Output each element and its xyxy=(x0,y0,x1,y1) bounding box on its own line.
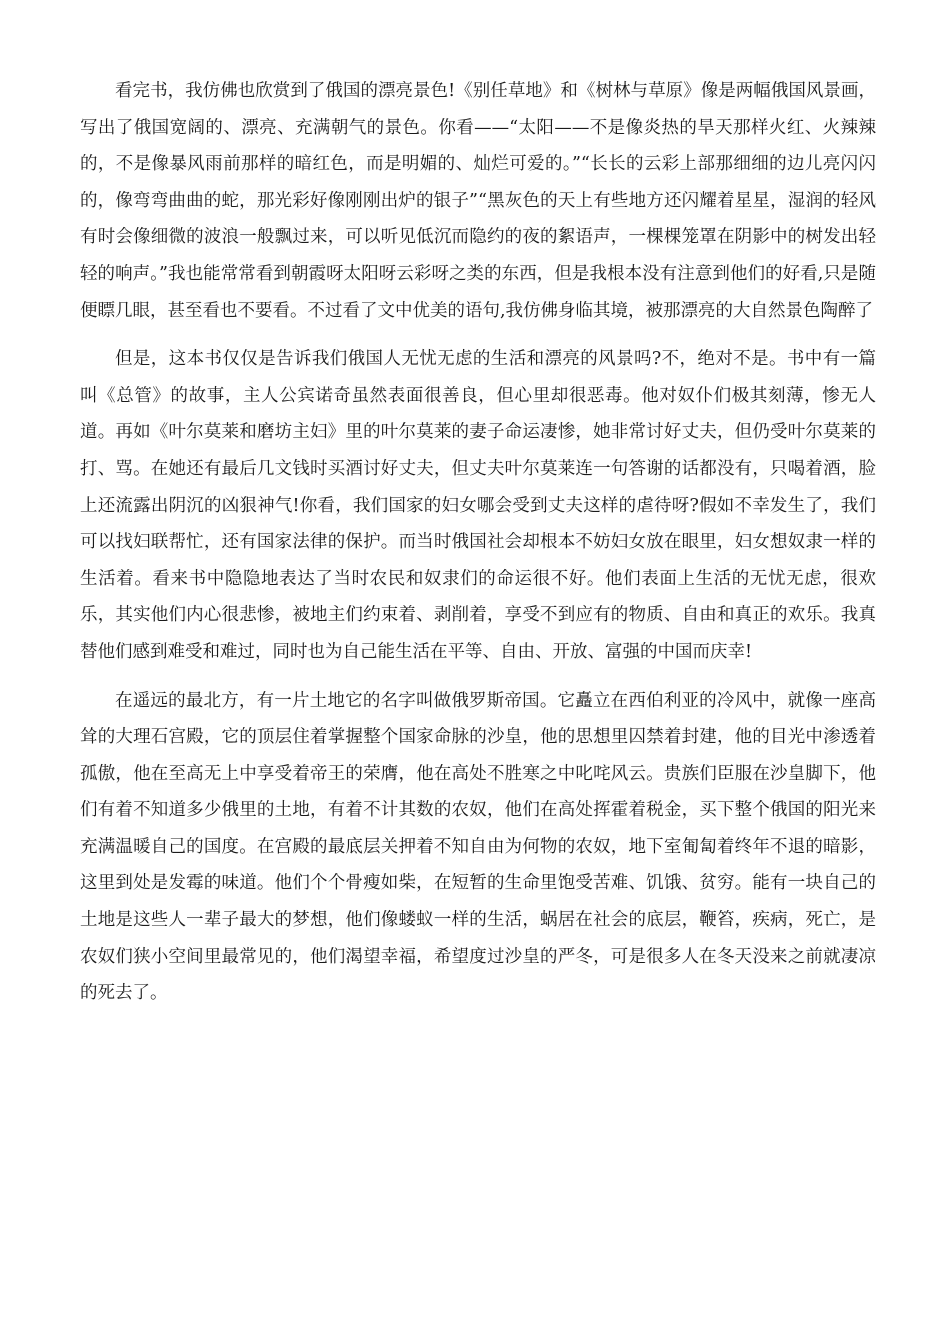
paragraph-scenery: 看完书，我仿佛也欣赏到了俄国的漂亮景色!《别任草地》和《树林与草原》像是两幅俄国风景画，写出了俄国宽阔的、漂亮、充满朝气的景色。你看——“太阳——不是像炎热的旱天那样火红、火辣辣的，不是像暴风雨前那样的暗红色，而是明媚的、灿烂可爱的。”“长长的云彩上部那细细的边儿亮闪闪的，像弯弯曲曲的蛇，那光彩好像刚刚出炉的银子”“黑灰色的天上有些地方还闪耀着星星，湿润的轻风有时会像细微的波浪一般飘过来，可以听见低沉而隐约的夜的絮语声，一棵棵笼罩在阴影中的树发出轻轻的响声。”我也能常常看到朝霞呀太阳呀云彩呀之类的东西，但是我根本没有注意到他们的好看,只是随便瞟几眼，甚至看也不要看。不过看了文中优美的语句,我仿佛身临其境，被那漂亮的大自然景色陶醉了 xyxy=(80,81,876,321)
paragraph-russian-empire: 在遥远的最北方，有一片土地它的名字叫做俄罗斯帝国。它矗立在西伯利亚的冷风中，就像一座高耸的大理石宫殿，它的顶层住着掌握整个国家命脉的沙皇，他的思想里囚禁着封建，他的目光中渗透着孤傲，他在至高无上中享受着帝王的荣膺，他在高处不胜寒之中叱咤风云。贵族们臣服在沙皇脚下，他们有着不知道多少俄里的土地，有着不计其数的农奴，他们在高处挥霍着税金，买下整个俄国的阳光来充满温暖自己的国度。在宫殿的最底层关押着不知自由为何物的农奴，地下室匍匐着终年不退的暗影，这里到处是发霉的味道。他们个个骨瘦如柴，在短暂的生命里饱受苦难、饥饿、贫穷。能有一块自己的土地是这些人一辈子最大的梦想，他们像蝼蚁一样的生活，蜗居在社会的底层，鞭笞，疾病，死亡，是农奴们狭小空间里最常见的，他们渴望幸福，希望度过沙皇的严冬，可是很多人在冬天没来之前就凄凉的死去了。 xyxy=(80,690,876,1004)
paragraph-social-critique: 但是，这本书仅仅是告诉我们俄国人无忧无虑的生活和漂亮的风景吗?不，绝对不是。书中有一篇叫《总管》的故事，主人公宾诺奇虽然表面很善良，但心里却很恶毒。他对奴仆们极其刻薄，惨无人道。再如《叶尔莫莱和磨坊主妇》里的叶尔莫莱的妻子命运凄惨，她非常讨好丈夫，但仍受叶尔莫莱的打、骂。在她还有最后几文钱时买酒讨好丈夫，但丈夫叶尔莫莱连一句答谢的话都没有，只喝着酒，脸上还流露出阴沉的凶狠神气!你看，我们国家的妇女哪会受到丈夫这样的虐待呀?假如不幸发生了，我们可以找妇联帮忙，还有国家法律的保护。而当时俄国社会却根本不妨妇女放在眼里，妇女想奴隶一样的生活着。看来书中隐隐地表达了当时农民和奴隶们的命运很不好。他们表面上生活的无忧无虑，很欢乐，其实他们内心很悲惨，被地主们约束着、剥削着，享受不到应有的物质、自由和真正的欢乐。我真替他们感到难受和难过，同时也为自己能生活在平等、自由、开放、富强的中国而庆幸! xyxy=(80,349,876,662)
document-body xyxy=(80,73,876,1012)
